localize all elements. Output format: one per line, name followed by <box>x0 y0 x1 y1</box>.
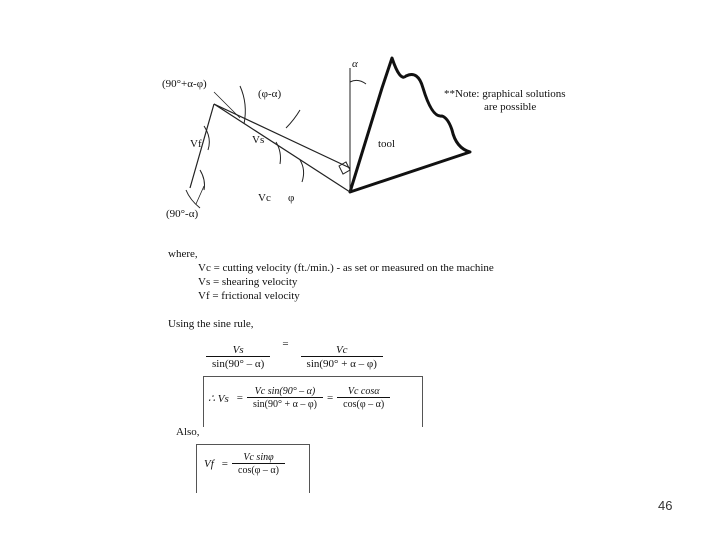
label-angle-bottom: (90°-α) <box>166 208 199 220</box>
frac2-numerator: Vc <box>335 344 348 356</box>
vs-definition: Vs = shearing velocity <box>198 276 298 288</box>
top-angle-pointer <box>214 92 240 118</box>
vs-equals-1: = <box>236 392 243 404</box>
alpha-arc <box>350 80 366 84</box>
frac1-numerator: Vs <box>232 344 244 356</box>
label-phi-minus-alpha: (φ-α) <box>258 88 282 100</box>
vf-equals: = <box>221 458 228 470</box>
vs-equals-2: = <box>326 392 334 404</box>
vs-lhs: ∴ Vs <box>208 392 229 405</box>
note-line-1: **Note: graphical solutions <box>444 88 566 100</box>
where-label: where, <box>168 248 198 260</box>
vf-frac <box>232 452 285 476</box>
label-vs: Vs <box>252 134 265 146</box>
sine-rule-frac2 <box>301 344 383 370</box>
note-line-2: are possible <box>484 101 537 113</box>
vs-frac2-denominator: cos(φ – α) <box>337 397 390 410</box>
vf-definition: Vf = frictional velocity <box>198 290 300 302</box>
vs-frac2 <box>337 386 390 410</box>
frac1-denominator: sin(90° – α) <box>206 356 270 370</box>
frac2-denominator: sin(90° + α – φ) <box>301 356 383 370</box>
label-tool: tool <box>378 138 396 150</box>
vf-lhs: Vf <box>204 458 214 470</box>
sine-rule-equals: = <box>282 338 289 350</box>
vs-angle-arc <box>276 142 281 164</box>
sine-rule-equation <box>206 338 383 370</box>
vf-frac-denominator: cos(φ – α) <box>232 463 285 476</box>
page-number: 46 <box>658 498 673 513</box>
vf-frac-numerator: Vc sinφ <box>243 452 274 463</box>
also-heading: Also, <box>176 426 200 438</box>
vs-frac2-numerator: Vc cosα <box>347 386 380 397</box>
label-vf: Vf <box>190 138 202 150</box>
sine-rule-frac1 <box>206 344 270 370</box>
bottom-angle-pointer <box>196 186 204 204</box>
vf-result-equation <box>204 452 285 476</box>
label-angle-top: (90°+α-φ) <box>162 78 207 90</box>
tool-outline <box>350 58 470 192</box>
top-angle-arc <box>240 86 245 124</box>
vc-vector <box>214 104 350 192</box>
vs-frac1-numerator: Vc sin(90° – α) <box>254 386 316 397</box>
label-phi: φ <box>288 192 295 204</box>
vs-result-equation <box>208 386 390 410</box>
vc-definition: Vc = cutting velocity (ft./min.) - as set or measured on the machine <box>198 262 494 274</box>
vs-frac1-denominator: sin(90° + α – φ) <box>247 397 323 410</box>
label-vc: Vc <box>258 192 271 204</box>
phi-alpha-arc <box>286 110 300 128</box>
vs-vector <box>214 104 350 168</box>
sine-rule-heading: Using the sine rule, <box>168 318 254 330</box>
phi-arc <box>300 160 304 182</box>
vs-frac1 <box>247 386 323 410</box>
label-alpha: α <box>352 58 358 70</box>
